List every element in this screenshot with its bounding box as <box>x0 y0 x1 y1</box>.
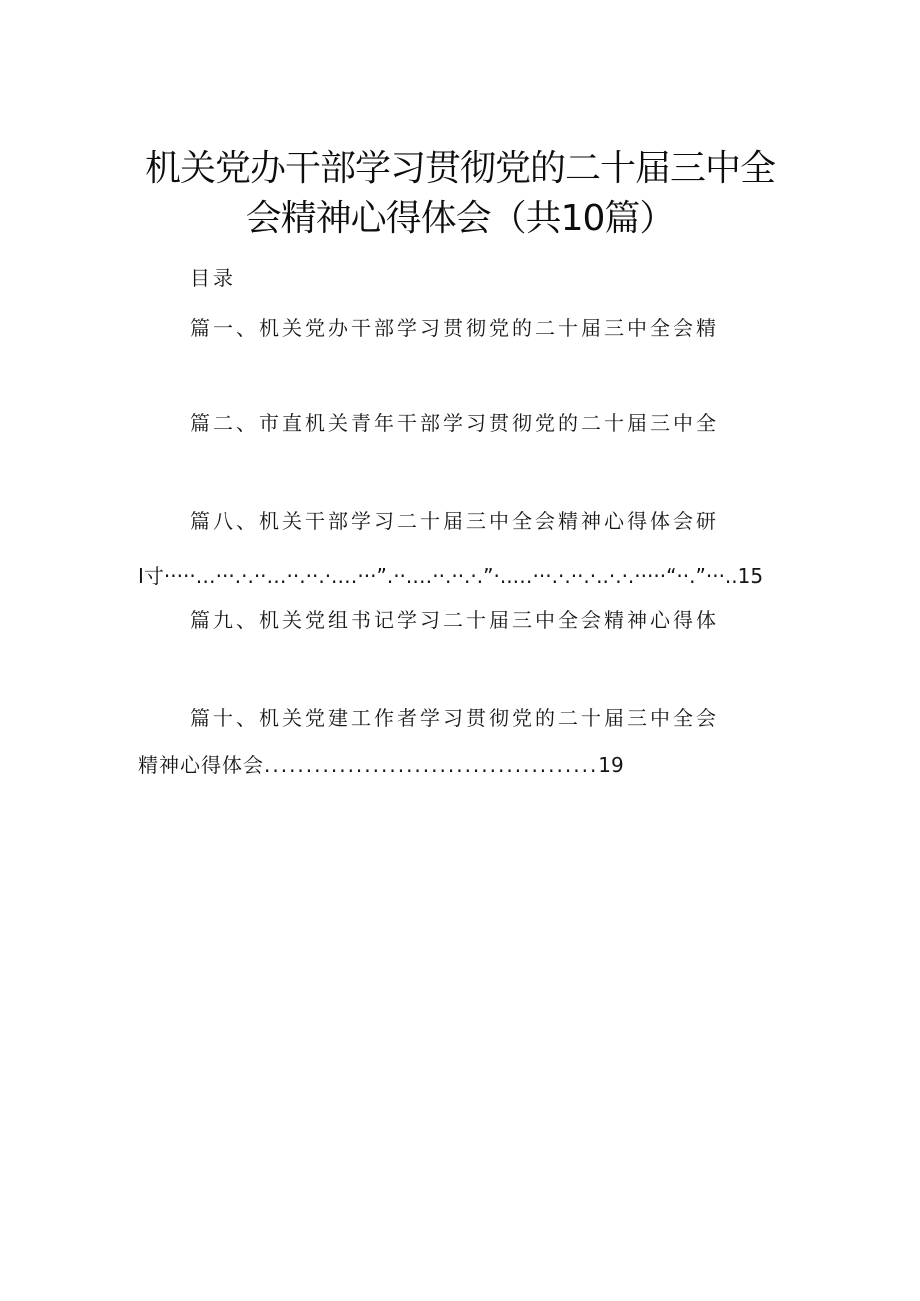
document-title-line-2: 会精神心得体会（共10篇） <box>245 198 675 239</box>
toc-entry-10[interactable]: 篇十、机关党建工作者学习贯彻党的二十届三中全会 <box>190 706 719 730</box>
toc-entry-1[interactable]: 篇一、机关党办干部学习贯彻党的二十届三中全会精 <box>190 316 719 340</box>
toc-entry-10-continuation-text: 精神心得体会 <box>138 753 264 777</box>
toc-leader-dots: ........................................ <box>264 753 599 777</box>
toc-entry-8[interactable]: 篇八、机关干部学习二十届三中全会精神心得体会研 <box>190 509 719 533</box>
toc-entry-9[interactable]: 篇九、机关党组书记学习二十届三中全会精神心得体 <box>190 608 719 632</box>
toc-entry-10-continuation[interactable] <box>138 749 624 778</box>
toc-page-number: 19 <box>598 753 624 777</box>
document-title-line-1: 机关党办干部学习贯彻党的二十届三中全 <box>144 148 775 189</box>
toc-heading: 目录 <box>190 266 236 290</box>
toc-entry-8-continuation[interactable]: I寸·····…···.·.··…··.··.·.…···”.··.…··.··.·.”·..…···.·.··.·..·.·.·····“··.”···..15 <box>138 564 764 588</box>
toc-entry-2[interactable]: 篇二、市直机关青年干部学习贯彻党的二十届三中全 <box>190 411 719 435</box>
